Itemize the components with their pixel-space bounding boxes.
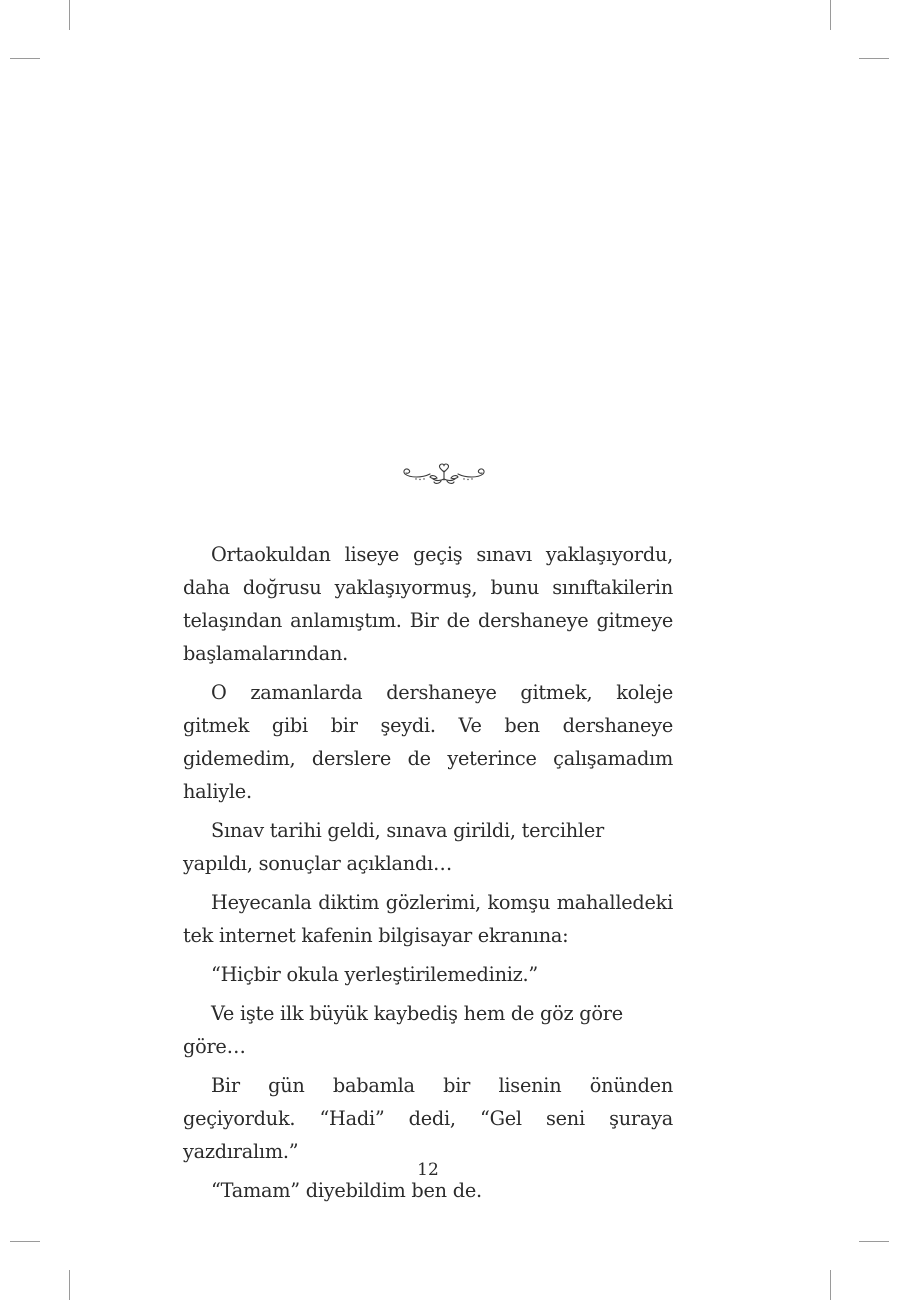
crop-mark-right-bottom xyxy=(859,1241,889,1242)
paragraph: Sınav tarihi geldi, sınava girildi, tercihler yapıldı, sonuçlar açıklandı… xyxy=(183,819,604,875)
crop-mark-bottom-right xyxy=(830,1270,831,1300)
floral-heart-divider-icon xyxy=(400,462,488,486)
crop-mark-left-top xyxy=(10,58,40,59)
paragraph: Heyecanla diktim gözlerimi, komşu mahalledeki tek internet kafenin bilgisayar ekranına: xyxy=(183,891,673,947)
paragraph: “Tamam” diyebildim ben de. xyxy=(211,1179,482,1202)
crop-mark-left-bottom xyxy=(10,1241,40,1242)
paragraph: Ortaokuldan liseye geçiş sınavı yaklaşıyordu, daha doğrusu yaklaşıyormuş, bunu sınıftakilerin telaşından anlamıştım. Bir de dershaneye gitmeye başlamalarından. xyxy=(183,543,673,665)
page-number: 12 xyxy=(417,1160,439,1180)
crop-mark-top-right xyxy=(830,0,831,30)
crop-mark-bottom-left xyxy=(69,1270,70,1300)
paragraph: O zamanlarda dershaneye gitmek, koleje gitmek gibi bir şeydi. Ve ben dershaneye gidemedim, derslere de yeterince çalışamadım haliyle. xyxy=(183,681,673,803)
body-text xyxy=(183,538,673,1213)
paragraph: Bir gün babamla bir lisenin önünden geçiyorduk. “Hadi” dedi, “Gel seni şuraya yazdıralım.” xyxy=(183,1074,673,1163)
paragraph: Ve işte ilk büyük kaybediş hem de göz göre göre… xyxy=(183,1002,623,1058)
crop-mark-top-left xyxy=(69,0,70,30)
crop-mark-right-top xyxy=(859,58,889,59)
paragraph: “Hiçbir okula yerleştirilemediniz.” xyxy=(211,963,539,986)
